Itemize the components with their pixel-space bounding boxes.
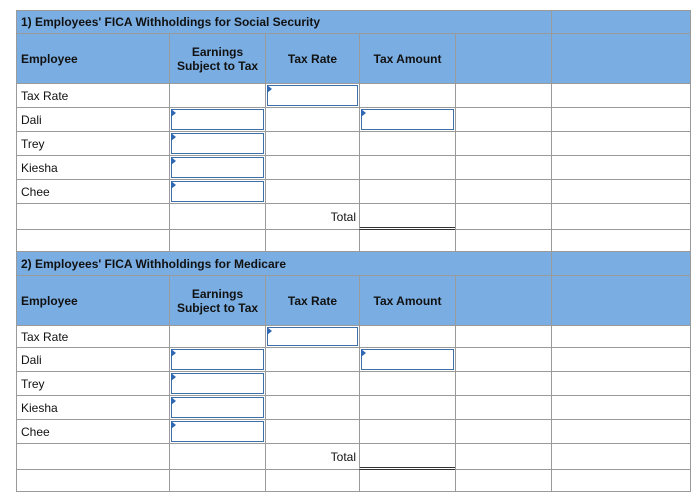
- row-label: Tax Rate: [16, 326, 169, 348]
- row-label: Trey: [16, 132, 169, 156]
- med-dali-amount-input[interactable]: [361, 349, 454, 370]
- row-label: Dali: [16, 108, 169, 132]
- header-earnings: Earnings Subject to Tax: [169, 276, 265, 326]
- header-tax-rate: Tax Rate: [265, 34, 359, 84]
- med-kiesha-earnings-input[interactable]: [171, 397, 264, 418]
- total-row: [16, 444, 691, 470]
- row-label: Kiesha: [16, 156, 169, 180]
- header-employee: Employee: [16, 276, 169, 326]
- table-row: [16, 348, 691, 372]
- table-row: [16, 396, 691, 420]
- section-2-title-row: [16, 252, 691, 276]
- med-chee-earnings-input[interactable]: [171, 421, 264, 442]
- ss-dali-earnings-input[interactable]: [171, 109, 264, 130]
- spacer-row: [16, 470, 691, 492]
- header-tax-rate: Tax Rate: [265, 276, 359, 326]
- section-1-title-row: [16, 10, 691, 34]
- ss-total-cell[interactable]: [359, 204, 455, 230]
- fica-worksheet: [16, 10, 691, 492]
- ss-kiesha-earnings-input[interactable]: [171, 157, 264, 178]
- med-trey-earnings-input[interactable]: [171, 373, 264, 394]
- ss-tax-rate-input[interactable]: [267, 85, 358, 106]
- table-row: [16, 132, 691, 156]
- total-label: Total: [265, 444, 359, 470]
- row-label: Kiesha: [16, 396, 169, 420]
- spacer-row: [16, 230, 691, 252]
- med-dali-earnings-input[interactable]: [171, 349, 264, 370]
- row-label: Dali: [16, 348, 169, 372]
- table-row: [16, 420, 691, 444]
- header-tax-amount: Tax Amount: [359, 276, 455, 326]
- table-row: [16, 326, 691, 348]
- ss-dali-amount-input[interactable]: [361, 109, 454, 130]
- section-2-header-row: [16, 276, 691, 326]
- table-row: [16, 180, 691, 204]
- med-tax-rate-input[interactable]: [267, 327, 358, 346]
- row-label: Tax Rate: [16, 84, 169, 108]
- header-employee: Employee: [16, 34, 169, 84]
- section-1-header-row: [16, 34, 691, 84]
- header-tax-amount: Tax Amount: [359, 34, 455, 84]
- med-total-cell[interactable]: [359, 444, 455, 470]
- ss-trey-earnings-input[interactable]: [171, 133, 264, 154]
- ss-chee-earnings-input[interactable]: [171, 181, 264, 202]
- row-label: Chee: [16, 180, 169, 204]
- header-earnings: Earnings Subject to Tax: [169, 34, 265, 84]
- table-row: [16, 156, 691, 180]
- section-2-title: 2) Employees' FICA Withholdings for Medicare: [16, 252, 551, 276]
- table-row: [16, 108, 691, 132]
- total-row: [16, 204, 691, 230]
- row-label: Trey: [16, 372, 169, 396]
- total-label: Total: [265, 204, 359, 230]
- table-row: [16, 84, 691, 108]
- row-label: Chee: [16, 420, 169, 444]
- section-1-title: 1) Employees' FICA Withholdings for Social Security: [16, 11, 551, 34]
- table-row: [16, 372, 691, 396]
